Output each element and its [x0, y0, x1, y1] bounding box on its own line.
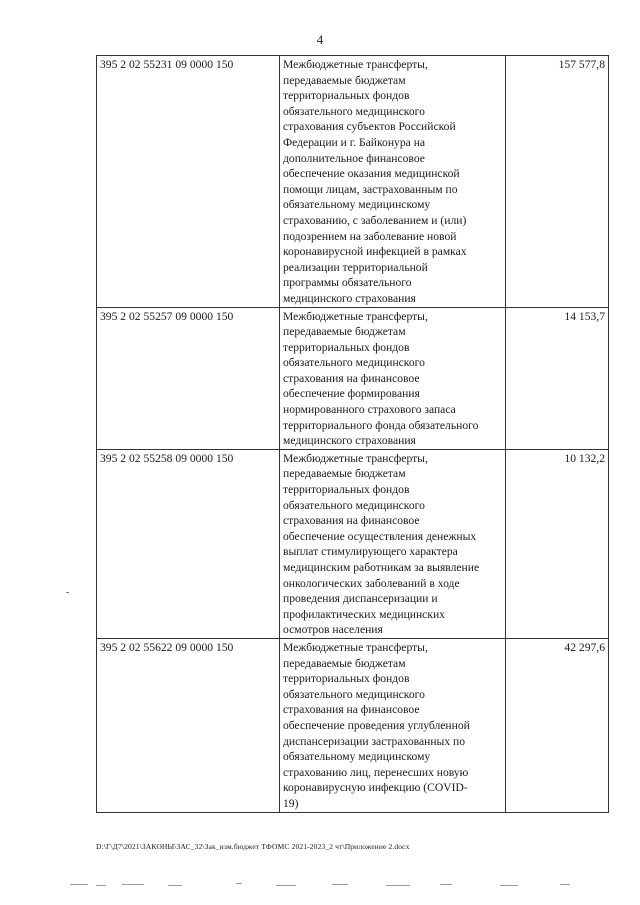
- description-line: проведения диспансеризации и: [283, 592, 438, 606]
- description-line: территориальных фондов: [283, 89, 410, 103]
- table-row: [97, 449, 609, 638]
- description-line: профилактических медицинских: [283, 607, 445, 621]
- table-row: [97, 638, 609, 812]
- budget-code-cell: 395 2 02 55231 09 0000 150: [97, 56, 280, 308]
- description-line: подозрением на заболевание новой: [283, 229, 457, 243]
- description-line: обязательного медицинского: [283, 498, 425, 512]
- scan-edge-marks: [0, 880, 640, 892]
- table-row: [97, 307, 609, 449]
- description-line: реализации территориальной: [283, 260, 428, 274]
- description-line: обязательного медицинского: [283, 356, 425, 370]
- description-line: страхованию, с заболеванием и (или): [283, 213, 467, 227]
- description-line: диспансеризации застрахованных по: [283, 734, 466, 748]
- description-line: обеспечение проведения углубленной: [283, 718, 470, 732]
- table-row: [97, 56, 609, 308]
- description-line: медицинского страхования: [283, 291, 416, 305]
- description-line: помощи лицам, застрахованным по: [283, 182, 458, 196]
- description-line: коронавирусной инфекцией в рамках: [283, 245, 467, 259]
- description-line: страхования на финансовое: [283, 514, 420, 528]
- amount-cell: 42 297,6: [506, 638, 609, 812]
- description-line: выплат стимулирующего характера: [283, 545, 458, 559]
- description-line: медицинским работникам за выявление: [283, 561, 480, 574]
- description-line: территориальных фондов: [283, 340, 410, 354]
- description-line: обязательному медицинскому: [283, 750, 431, 764]
- description-cell: [280, 449, 506, 638]
- table-body: [97, 56, 609, 813]
- scan-speck: [66, 592, 69, 593]
- description-line: Федерации и г. Байконура на: [283, 135, 426, 149]
- description-line: нормированного страхового запаса: [283, 403, 456, 417]
- description-line: страхования субъектов Российской: [283, 120, 456, 134]
- description-cell: [280, 56, 506, 308]
- description-line: передаваемые бюджетам: [283, 325, 406, 339]
- description-line: территориального фонда обязательного: [283, 418, 479, 432]
- budget-code-cell: 395 2 02 55257 09 0000 150: [97, 307, 280, 449]
- description-line: страхования на финансовое: [283, 703, 420, 717]
- description-cell: [280, 638, 506, 812]
- description-line: территориальных фондов: [283, 672, 410, 686]
- description-cell: [280, 307, 506, 449]
- description-line: обеспечение осуществления денежных: [283, 529, 477, 543]
- footer-file-path: D:\Г\Д7\2021\ЗАКОНЫ\ЗАС_32\Зак_изм.бюджет ТФОМС 2021-2023_2 чт\Приложение 2.docx: [96, 842, 410, 851]
- description-line: обязательного медицинского: [283, 104, 425, 118]
- description-line: страхования на финансовое: [283, 371, 420, 385]
- amount-cell: 10 132,2: [506, 449, 609, 638]
- budget-table: [96, 55, 609, 813]
- description-line: обеспечение оказания медицинской: [283, 167, 460, 181]
- description-line: Межбюджетные трансферты,: [283, 640, 428, 654]
- description-line: страхованию лиц, перенесших новую: [283, 765, 469, 779]
- description-line: обязательному медицинскому: [283, 198, 431, 212]
- description-line: 19): [283, 796, 299, 810]
- description-line: Межбюджетные трансферты,: [283, 451, 428, 465]
- description-line: осмотров населения: [283, 623, 383, 637]
- budget-code-cell: 395 2 02 55258 09 0000 150: [97, 449, 280, 638]
- description-line: обеспечение формирования: [283, 387, 420, 401]
- description-line: передаваемые бюджетам: [283, 467, 406, 481]
- description-line: онкологических заболеваний в ходе: [283, 576, 460, 590]
- description-line: Межбюджетные трансферты,: [283, 309, 428, 323]
- description-line: обязательного медицинского: [283, 687, 425, 701]
- description-line: Межбюджетные трансферты,: [283, 58, 428, 71]
- description-line: дополнительное финансовое: [283, 151, 425, 165]
- budget-code-cell: 395 2 02 55622 09 0000 150: [97, 638, 280, 812]
- page-number: 4: [316, 32, 324, 47]
- amount-cell: 14 153,7: [506, 307, 609, 449]
- description-line: передаваемые бюджетам: [283, 73, 406, 87]
- description-line: передаваемые бюджетам: [283, 656, 406, 670]
- description-line: территориальных фондов: [283, 483, 410, 497]
- description-line: программы обязательного: [283, 276, 412, 290]
- description-line: коронавирусную инфекцию (COVID-: [283, 781, 468, 795]
- description-line: медицинского страхования: [283, 434, 416, 448]
- amount-cell: 157 577,8: [506, 56, 609, 308]
